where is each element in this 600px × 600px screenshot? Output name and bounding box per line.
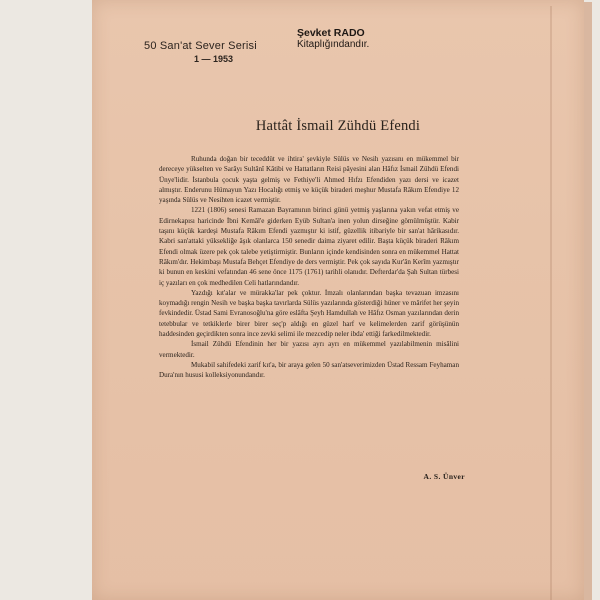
paragraph-5: Mukabil sahifedeki zarif kıt'a, bir araya gelen 50 san'atseverimizden Üstad Ressam Feyhaman Dura'nın hususi kolleksiyonundandır. [159, 360, 459, 380]
page-fold-line [550, 6, 552, 600]
paragraph-4: İsmail Zühdü Efendinin her bir yazısı ayrı ayrı en mükemmel yazılabilmenin misâlini vermektedir. [159, 340, 459, 359]
series-number: 1 — 1953 [194, 54, 234, 64]
author-signature: A. S. Ünver [423, 472, 465, 481]
stamp-line-2: Kitaplığındandır. [297, 39, 370, 50]
article-title: Hattât İsmail Zühdü Efendi [255, 118, 421, 134]
article-body [159, 154, 459, 381]
paragraph-3: Yazdığı kıt'alar ve mürakka'lar pek çoktur. İmzalı olanlarından başka tevazuan imzasını koymadığı rengin Nesih ve başka başka tavırlarda Sülüs yazılarında gösterdiği hüner ve mârifet her şeyin fevkindedir. Üstad Sami Evranosoğlu'na göre eslâfta Şeyh Hamdullah ve Hâfız Osman yazılarından derin tetebbular ve tetkiklerle birer birer seç'p aldığı en güzel harf ve kelimelerden zarif görüşünün haddesinden geçirdikten sonra ince zevki selimi ile mezcedip neler ibda' ettiği farkedilmektedir. [159, 288, 459, 339]
paragraph-1: Ruhunda doğan bir teceddüt ve ihtira' şevkiyle Sülüs ve Nesih yazısını en mükemmel bir dereceye yükselten ve Sarâyı Sultânî Kâtibi ve Hattatların Reisi pâyesini alan Hâfız İsmail Zühdü Efendi Ünye'lidir. İstanbula çocuk yaşta gelmiş ve Fethiye'li Ahmed Hıfzı Efendiden yazı dersi ve icazet almıştır. Enderunu Hümayun Yazı Hocalığı etmiş ve küçük biraderi meşhur Mustafa Râkım Efendiye 12 yaşında Sülüs ve Nesihten icazet vermiştir. [159, 155, 459, 205]
series-title: 50 San'at Sever Serisi [144, 40, 257, 52]
document-page [92, 0, 584, 600]
stamp-line-1: Şevket RADO [297, 27, 365, 39]
paragraph-2: 1221 (1806) senesi Ramazan Bayramının birinci günü yetmiş yaşlarına yakın vefat etmiş ve Edirnekapısı haricinde İbni Kemâl'e giderken Eyüb Sultan'a inen yolun dirseğine gömülmüştür. Kabir taşını küçük kardeşi Mustafa Râkım Efendi yazmıştır ki istif, güzellik itibariyle bir san'at hârikasıdır. Kabri san'attaki yüksekliğe âşık olanlarca 150 senedir daima ziyaret edilir. Başta küçük biraderi Râkım Efendi olmak üzere pek çok talebe yetiştirmiştir. Bunların içinde kendisinden sonra en mükemmel Hattat Râkım'dır. Hekimbaşı Mustafa Behçet Efendiye de ders vermiştir. Pek çok sayıda Kur'ân Kerîm yazmıştır ki bunun en keskini vefatından 46 sene önce 1175 (1761) tarihli olanıdır. Defterdar'da Şah Sultan türbesi iç yazıları en çok medhedilen Celi hatlarındandır. [159, 206, 459, 287]
library-stamp [297, 27, 369, 51]
